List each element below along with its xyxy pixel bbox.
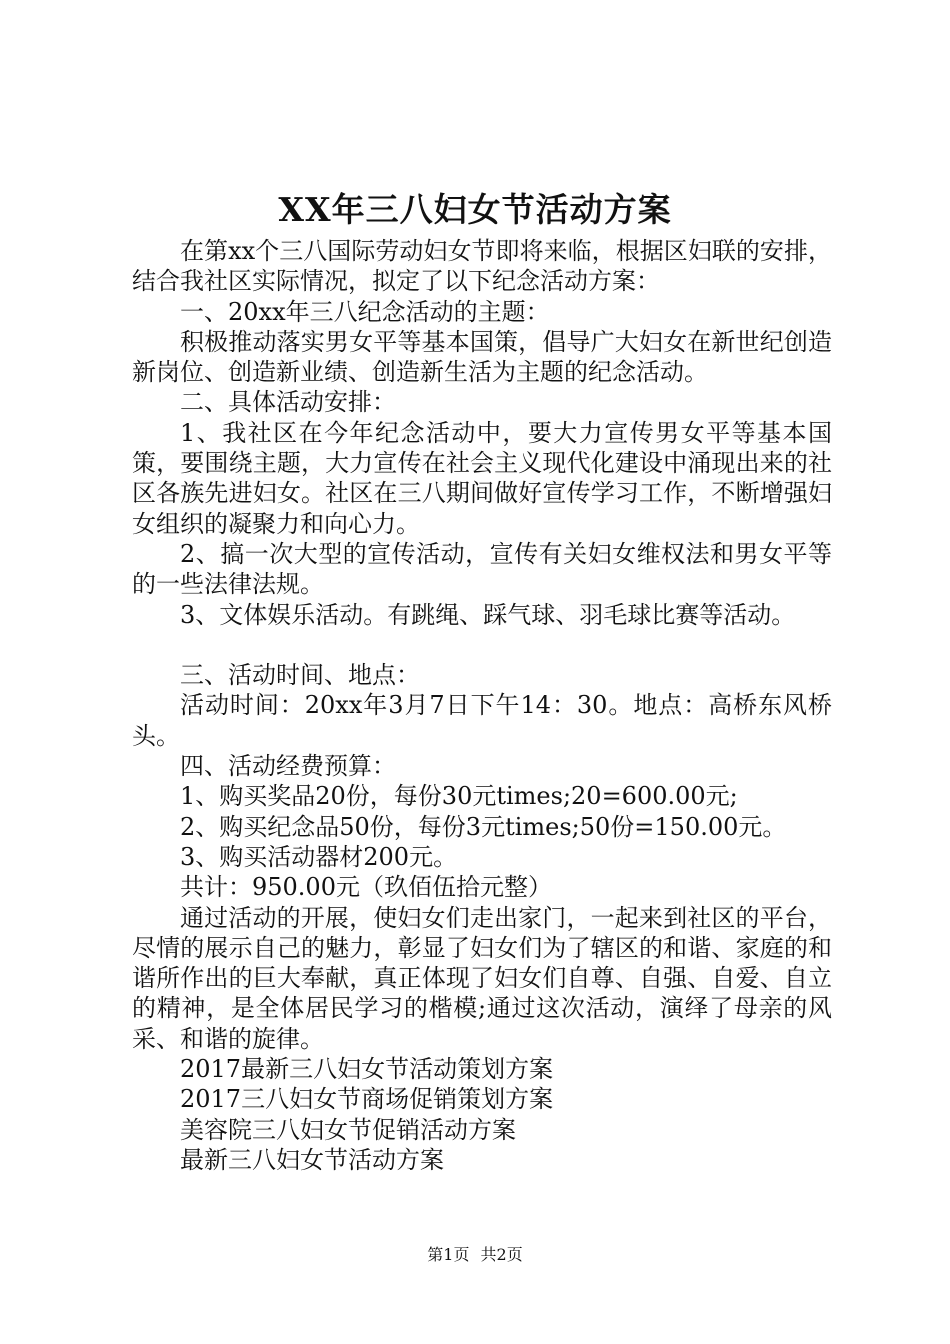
section-heading-theme: 一、20xx年三八纪念活动的主题： <box>180 297 550 326</box>
budget-total: 共计：950.00元（玖佰伍拾元整） <box>180 873 552 902</box>
section-heading-arrangement: 二、具体活动安排： <box>180 388 396 417</box>
time-place-paragraph: 活动时间：20xx年3月7日下午14：30。地点：高桥东风桥头。 <box>132 691 832 750</box>
related-article-2: 2017三八妇女节商场促销策划方案 <box>180 1085 554 1114</box>
arrangement-item-3: 3、文体娱乐活动。有跳绳、踩气球、羽毛球比赛等活动。 <box>180 600 796 629</box>
document-title: XX年三八妇女节活动方案 <box>278 190 672 229</box>
arrangement-item-2: 2、搞一次大型的宣传活动，宣传有关妇女维权法和男女平等的一些法律法规。 <box>132 539 832 599</box>
arrangement-item-1: 1、我社区在今年纪念活动中，要大力宣传男女平等基本国策，要围绕主题，大力宣传在社会主义现代化建设中涌现出来的社区各族先进妇女。社区在三八期间做好宣传学习工作，不断增强妇女组织的凝聚力和向心力。 <box>132 418 832 538</box>
budget-item-3: 3、购买活动器材200元。 <box>180 842 458 871</box>
related-article-3: 美容院三八妇女节促销活动方案 <box>180 1115 516 1144</box>
related-article-4: 最新三八妇女节活动方案 <box>180 1145 444 1174</box>
budget-item-2: 2、购买纪念品50份，每份3元times;50份=150.00元。 <box>180 812 787 841</box>
document-body <box>132 236 832 1175</box>
section-heading-budget: 四、活动经费预算： <box>180 752 396 781</box>
intro-paragraph: 在第xx个三八国际劳动妇女节即将来临，根据区妇联的安排，结合我社区实际情况，拟定了以下纪念活动方案： <box>132 237 832 296</box>
page-number: 第1页 <box>427 1245 470 1264</box>
related-article-1: 2017最新三八妇女节活动策划方案 <box>180 1055 554 1084</box>
budget-item-1: 1、购买奖品20份，每份30元times;20=600.00元; <box>180 782 738 811</box>
conclusion-paragraph: 通过活动的开展，使妇女们走出家门，一起来到社区的平台，尽情的展示自己的魅力，彰显了妇女们为了辖区的和谐、家庭的和谐所作出的巨大奉献，真正体现了妇女们自尊、自强、自爱、自立的精神，是全体居民学习的楷模;通过这次活动，演绎了母亲的风采、和谐的旋律。 <box>132 903 832 1053</box>
theme-paragraph: 积极推动落实男女平等基本国策，倡导广大妇女在新世纪创造新岗位、创造新业绩、创造新生活为主题的纪念活动。 <box>132 327 832 387</box>
blank-line <box>132 630 832 660</box>
section-heading-time-place: 三、活动时间、地点： <box>180 661 420 690</box>
total-pages: 共2页 <box>480 1245 523 1264</box>
page-footer <box>0 1245 950 1265</box>
